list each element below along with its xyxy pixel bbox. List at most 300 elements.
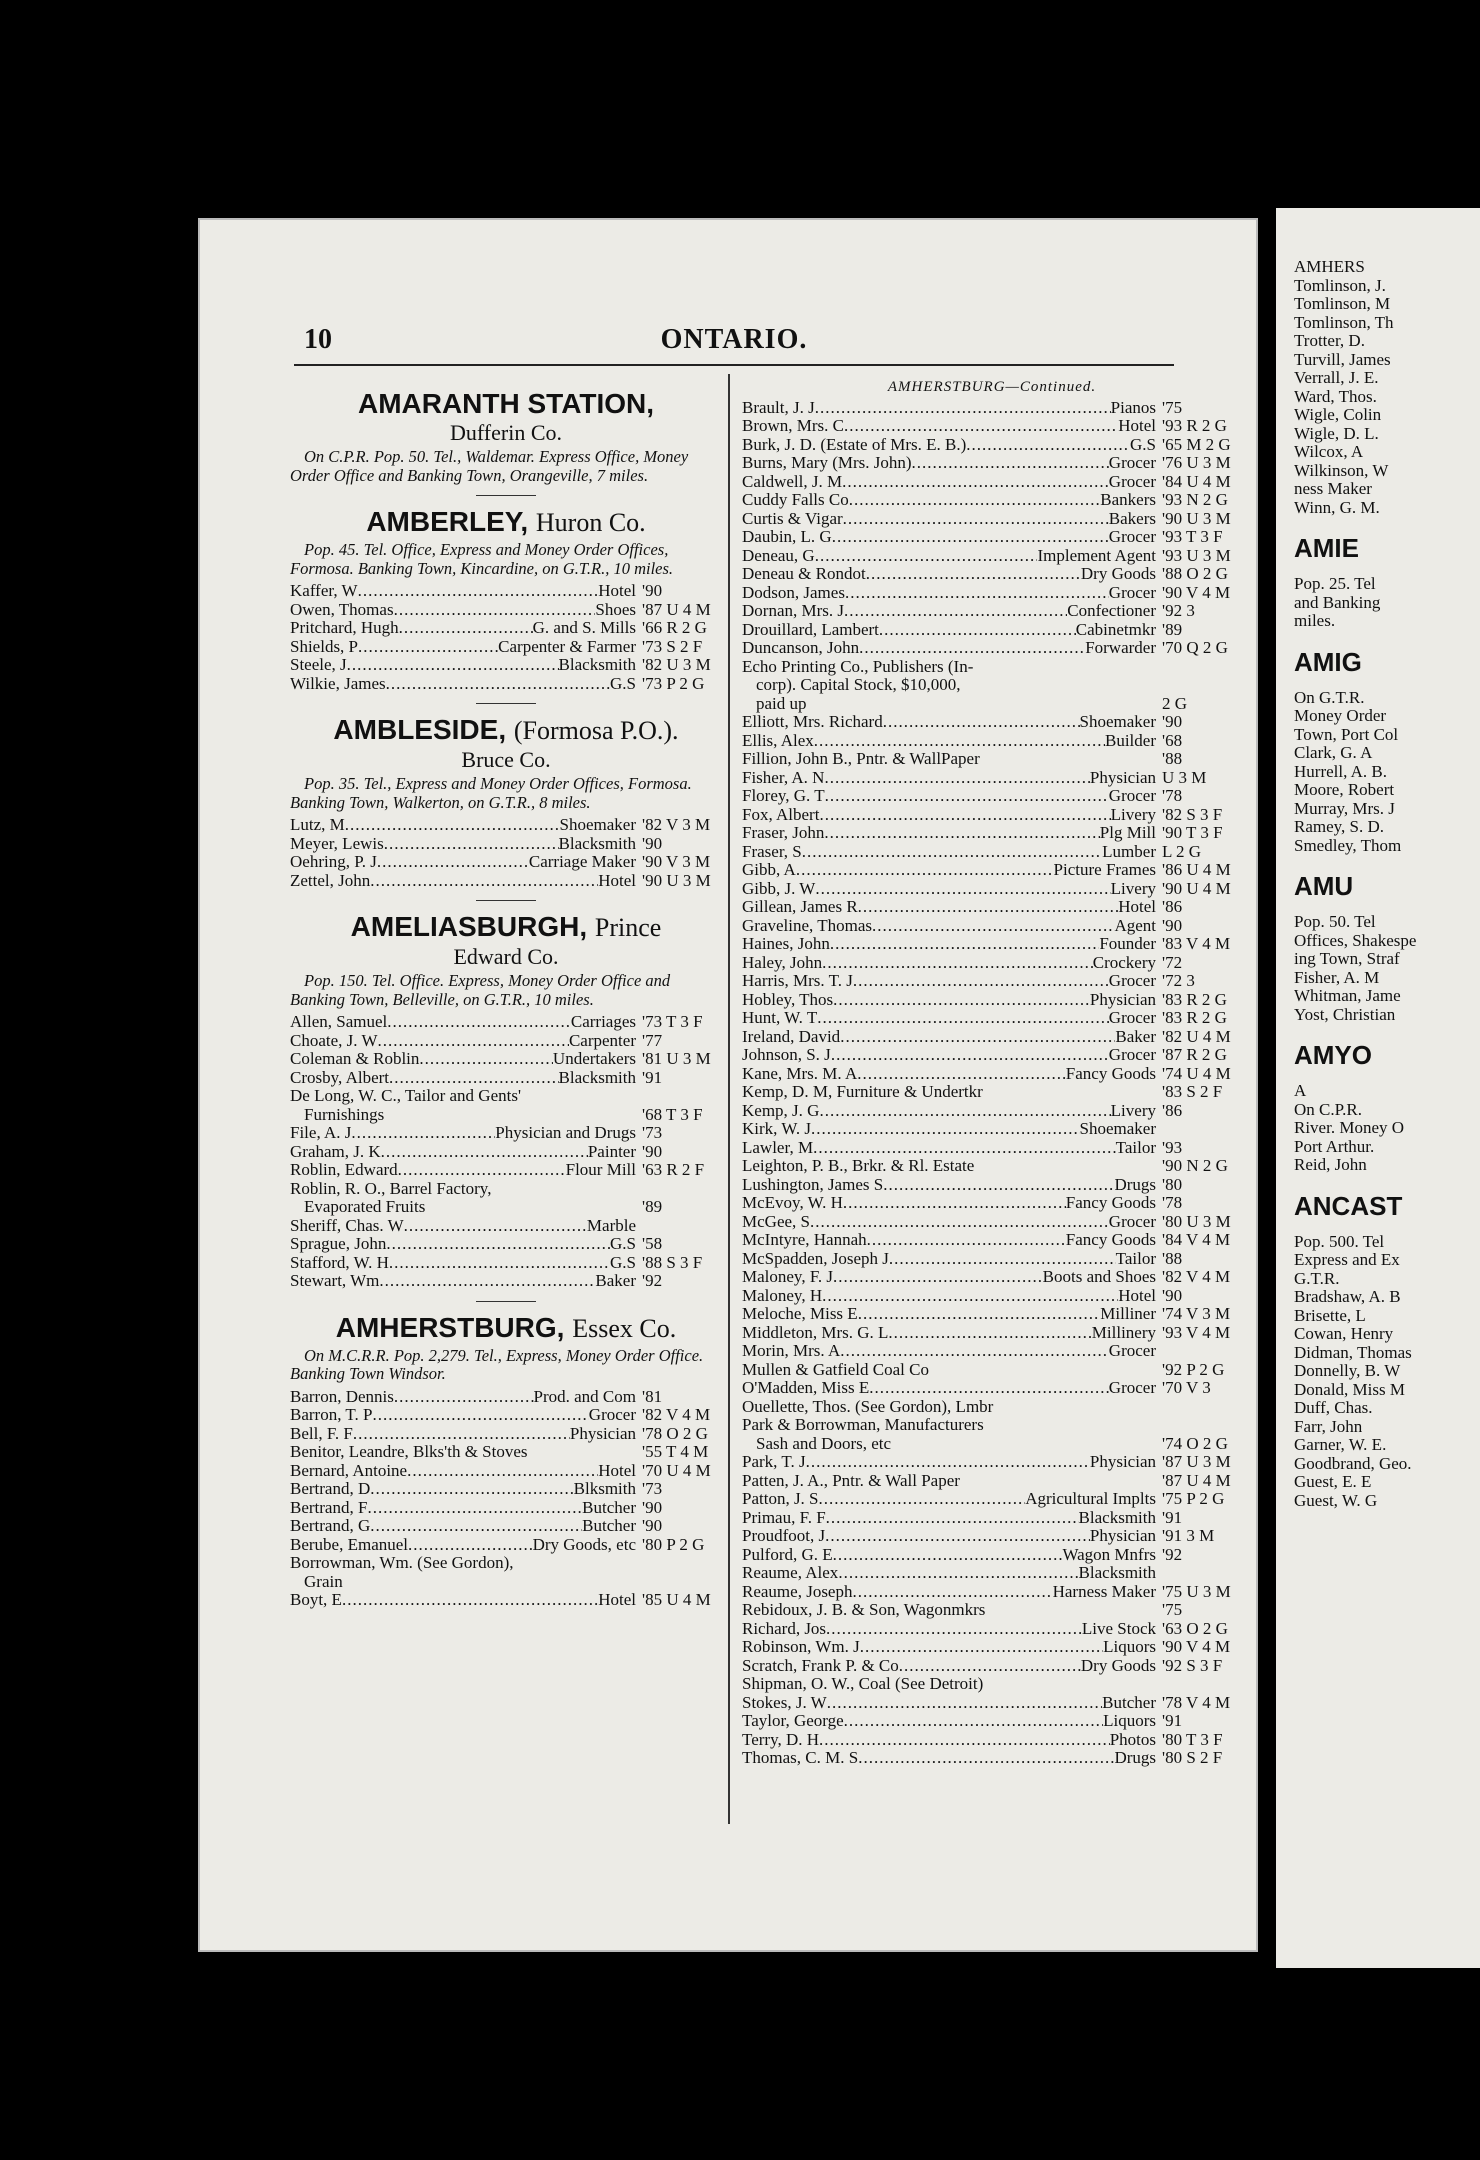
entry-rating: '90 xyxy=(642,1517,663,1535)
leader-dots xyxy=(367,1499,582,1518)
entry-rating: '73 xyxy=(642,1480,663,1498)
next-page-line: Winn, G. M. xyxy=(1294,497,1380,517)
directory-entry xyxy=(742,1509,1242,1528)
entry-rating xyxy=(1156,1342,1242,1361)
entry-name: Coleman & Roblin xyxy=(290,1050,420,1068)
directory-entry xyxy=(290,1235,722,1254)
leader-dots xyxy=(399,619,533,638)
entry-rating: '89 xyxy=(642,1198,663,1216)
entry-trade: Shoemaker xyxy=(559,816,636,834)
next-page-line: Wilcox, A xyxy=(1294,442,1364,461)
directory-entry xyxy=(742,1361,1242,1380)
entry-rating: '89 xyxy=(1162,620,1183,639)
entry-rating: '90 T 3 F xyxy=(1162,824,1223,842)
directory-entry xyxy=(742,602,1242,621)
entry-rating: '80 xyxy=(1162,1175,1183,1194)
entry-name: Dodson, James xyxy=(742,583,845,602)
entry-name: Stewart, Wm xyxy=(290,1272,380,1290)
leader-dots xyxy=(381,1143,588,1162)
place-name: AMARANTH STATION, xyxy=(357,388,655,419)
directory-entry xyxy=(290,1480,722,1499)
directory-entry xyxy=(290,835,722,854)
entry-trade: Implement Agent xyxy=(1037,546,1156,565)
entry-name: Grain xyxy=(304,1572,343,1591)
next-page-line: Murray, Mrs. J xyxy=(1294,798,1395,818)
directory-entry xyxy=(290,619,722,638)
entry-name: Barron, T. P xyxy=(290,1406,373,1424)
entry-name: Curtis & Vigar xyxy=(742,509,843,528)
entry-trade: Butcher xyxy=(582,1498,636,1517)
entry-rating: '93 N 2 G xyxy=(1162,491,1228,509)
leader-dots xyxy=(394,1388,534,1407)
leader-dots xyxy=(831,1046,1109,1065)
leader-dots xyxy=(819,1490,1026,1509)
next-page-line: Moore, Robert xyxy=(1294,780,1395,799)
directory-entry xyxy=(742,1287,1242,1306)
entry-name: Sprague, John xyxy=(290,1235,387,1253)
directory-entry xyxy=(742,1083,1242,1102)
entry-rating: '90 U 3 M xyxy=(1162,509,1231,528)
entry-rating: '81 xyxy=(642,1387,663,1406)
leader-dots xyxy=(398,1161,566,1180)
leader-dots xyxy=(825,787,1109,806)
leader-dots xyxy=(824,769,1089,788)
directory-entry xyxy=(742,1250,1242,1269)
directory-entry xyxy=(290,1462,722,1481)
leader-dots xyxy=(377,853,529,872)
entry-trade: Forwarder xyxy=(1085,639,1156,657)
entry-trade: Grocer xyxy=(1108,972,1156,990)
place-subtitle: Dufferin Co. xyxy=(449,420,563,445)
entry-rating: '92 S 3 F xyxy=(1162,1656,1223,1675)
section-rule xyxy=(476,1301,536,1302)
place-name: AMELIASBURGH, xyxy=(350,911,588,942)
entry-name: Burk, J. D. (Estate of Mrs. E. B.) xyxy=(742,435,967,454)
leader-dots xyxy=(853,972,1109,991)
leader-dots xyxy=(815,399,1111,418)
entry-trade: Grocer xyxy=(1108,787,1156,805)
entry-rating: '80 U 3 M xyxy=(1162,1212,1231,1231)
entry-trade: Grocer xyxy=(1108,454,1156,472)
entry-name: Bertrand, G xyxy=(290,1517,371,1535)
next-page-line: Whitman, Jame xyxy=(1294,986,1401,1005)
directory-entry xyxy=(290,1443,722,1462)
entry-trade: Carriage Maker xyxy=(528,853,636,871)
entry-trade: Liquors xyxy=(1103,1638,1156,1656)
entry-rating xyxy=(636,1087,722,1106)
entry-name: McGee, S xyxy=(742,1212,810,1231)
entry-rating: L 2 G xyxy=(1162,842,1202,861)
leader-dots xyxy=(815,547,1038,566)
directory-entry xyxy=(742,806,1242,825)
entry-name: corp). Capital Stock, $10,000, xyxy=(756,676,961,694)
leader-dots xyxy=(811,1120,1080,1139)
entry-trade: Bakers xyxy=(1108,509,1156,528)
leader-dots xyxy=(849,491,1101,510)
place-heading xyxy=(290,506,722,539)
continued-heading: AMHERSTBURG—Continued. xyxy=(887,379,1097,395)
directory-entry xyxy=(742,843,1242,862)
entry-name: Hobley, Thos xyxy=(742,990,834,1009)
entry-rating: 2 G xyxy=(1162,694,1188,713)
entry-rating: '91 3 M xyxy=(1162,1527,1215,1545)
next-page-line: Smedley, Thom xyxy=(1294,835,1402,855)
leader-dots xyxy=(867,1231,1066,1250)
directory-entry xyxy=(742,1231,1242,1250)
leader-dots xyxy=(842,473,1109,492)
entry-name: Maloney, H xyxy=(742,1286,823,1305)
directory-entry xyxy=(290,582,722,601)
entry-trade: Millinery xyxy=(1091,1323,1156,1342)
entry-trade: Crockery xyxy=(1092,953,1156,972)
directory-entry xyxy=(742,1564,1242,1583)
leader-dots xyxy=(859,639,1085,658)
directory-entry xyxy=(742,621,1242,640)
directory-entry xyxy=(742,1176,1242,1195)
entry-trade: G.S xyxy=(610,1235,636,1253)
entry-name: Fisher, A. N xyxy=(742,768,825,787)
directory-entry xyxy=(290,1554,722,1573)
entry-rating: '82 V 4 M xyxy=(1162,1268,1231,1286)
next-page-line: Wilkinson, W xyxy=(1294,460,1389,480)
entry-name: McSpadden, Joseph J xyxy=(742,1249,889,1268)
entry-rating: '75 xyxy=(1162,398,1183,417)
entry-trade: Butcher xyxy=(582,1517,636,1535)
entry-rating: '91 xyxy=(642,1068,663,1087)
leader-dots xyxy=(883,1176,1114,1195)
entry-rating: '85 U 4 M xyxy=(642,1591,711,1609)
leader-dots xyxy=(345,816,560,835)
entry-rating: U 3 M xyxy=(1162,768,1207,787)
directory-entry xyxy=(742,565,1242,584)
entry-trade: Shoes xyxy=(595,600,636,619)
leader-dots xyxy=(817,1009,1109,1028)
directory-entry xyxy=(742,1065,1242,1084)
leader-dots xyxy=(869,1379,1109,1398)
directory-entry xyxy=(290,1406,722,1425)
entry-trade: Physician and Drugs xyxy=(495,1124,636,1142)
leader-dots xyxy=(819,806,1110,825)
leader-dots xyxy=(858,1305,1101,1324)
entry-trade: Blacksmith xyxy=(1078,1508,1156,1527)
entry-trade: Drugs xyxy=(1114,1749,1156,1767)
entry-name: Dornan, Mrs. J xyxy=(742,602,844,620)
entry-rating: '75 P 2 G xyxy=(1162,1490,1225,1508)
entry-rating: '87 U 3 M xyxy=(1162,1453,1231,1471)
entry-name: Patten, J. A., Pntr. & Wall Paper xyxy=(742,1471,960,1490)
directory-entry xyxy=(742,1305,1242,1324)
entry-rating: '92 xyxy=(1162,1545,1183,1564)
entry-trade: Physician xyxy=(1089,1527,1156,1545)
entry-rating: '90 V 4 M xyxy=(1162,1638,1231,1656)
directory-entry xyxy=(742,1009,1242,1028)
entry-trade: Boots and Shoes xyxy=(1042,1268,1156,1286)
entry-name: Furnishings xyxy=(304,1105,385,1124)
entry-rating: '78 xyxy=(1162,1194,1183,1212)
entry-rating: '83 V 4 M xyxy=(1162,935,1231,953)
directory-entry xyxy=(742,1472,1242,1491)
entry-trade: Fancy Goods xyxy=(1065,1064,1156,1083)
entry-name: Owen, Thomas xyxy=(290,600,394,619)
entry-name: Gibb, J. W xyxy=(742,879,816,898)
entry-rating: '90 xyxy=(642,1142,663,1161)
next-page-line: Hurrell, A. B. xyxy=(1294,761,1388,781)
entry-trade: Livery xyxy=(1110,805,1156,824)
entry-name: Scratch, Frank P. & Co xyxy=(742,1656,899,1675)
leader-dots xyxy=(826,1509,1079,1528)
leader-dots xyxy=(832,528,1109,547)
entry-rating: '72 xyxy=(1162,953,1183,972)
next-page-line: Farr, John xyxy=(1294,1416,1363,1436)
entry-rating: '82 V 3 M xyxy=(642,816,711,834)
entry-rating: '86 xyxy=(1162,898,1183,916)
leader-dots xyxy=(838,1564,1078,1583)
entry-name: Wilkie, James xyxy=(290,674,386,693)
entry-trade: Fancy Goods xyxy=(1065,1194,1156,1212)
leader-dots xyxy=(814,732,1105,751)
entry-rating: '93 U 3 M xyxy=(1162,546,1231,565)
leader-dots xyxy=(830,935,1100,954)
directory-entry xyxy=(742,954,1242,973)
next-page-line: Trotter, D. xyxy=(1294,331,1365,350)
entry-trade: Bankers xyxy=(1100,491,1156,509)
entry-trade: Cabinetmkr xyxy=(1075,620,1156,639)
next-page-line: Town, Port Col xyxy=(1294,724,1399,744)
directory-entry xyxy=(742,787,1242,806)
leader-dots xyxy=(407,1462,598,1481)
entry-trade: Photos xyxy=(1109,1730,1156,1749)
entry-rating: '87 U 4 M xyxy=(1162,1471,1231,1490)
directory-entry xyxy=(742,1157,1242,1176)
directory-entry xyxy=(742,713,1242,732)
entry-rating xyxy=(636,1217,722,1236)
next-page-heading: AMU xyxy=(1294,871,1354,901)
entry-name: O'Madden, Miss E xyxy=(742,1379,870,1397)
next-page-line: Duff, Chas. xyxy=(1294,1398,1373,1417)
entry-rating: '70 U 4 M xyxy=(642,1461,711,1480)
directory-entry xyxy=(290,1143,722,1162)
section-rule xyxy=(476,495,536,496)
leader-dots xyxy=(370,872,598,891)
directory-entry xyxy=(290,1087,722,1106)
entry-rating: '75 U 3 M xyxy=(1162,1582,1231,1601)
directory-entry xyxy=(742,658,1242,677)
entry-trade: Milliner xyxy=(1100,1305,1156,1323)
entry-name: Graham, J. K xyxy=(290,1142,381,1161)
directory-entry xyxy=(742,1490,1242,1509)
next-page-line: Ward, Thos. xyxy=(1294,386,1377,406)
next-page-line: Pop. 25. Tel xyxy=(1294,574,1376,593)
place-heading xyxy=(290,1312,722,1345)
entry-name: Lawler, M xyxy=(742,1138,814,1157)
entry-name: Park, T. J xyxy=(742,1453,806,1471)
entry-trade: Marble xyxy=(586,1216,636,1235)
next-page-line: Cowan, Henry xyxy=(1294,1324,1394,1343)
entry-trade: Hotel xyxy=(1118,1286,1156,1305)
entry-trade: Wagon Mnfrs xyxy=(1062,1545,1156,1564)
entry-trade: Tailor xyxy=(1115,1249,1156,1268)
entry-name: Ellis, Alex xyxy=(742,731,814,750)
right-column xyxy=(742,378,1242,1768)
directory-entry xyxy=(290,1124,722,1143)
entry-rating: '91 xyxy=(1162,1508,1183,1527)
entry-name: Lutz, M xyxy=(290,816,345,834)
entry-name: Patton, J. S xyxy=(742,1490,819,1508)
leader-dots xyxy=(342,1591,598,1610)
entry-name: Berube, Emanuel xyxy=(290,1535,409,1554)
next-page-line: Reid, John xyxy=(1294,1155,1367,1174)
directory-entry xyxy=(742,898,1242,917)
entry-rating: '93 xyxy=(1162,1138,1183,1157)
leader-dots xyxy=(912,454,1109,473)
next-page-line: Ramey, S. D. xyxy=(1294,817,1385,836)
leader-dots xyxy=(386,1235,610,1254)
entry-name: Kemp, J. G xyxy=(742,1101,820,1120)
next-page-line: River. Money O xyxy=(1294,1118,1405,1137)
next-page-line: Tomlinson, J. xyxy=(1294,275,1386,295)
entry-name: Rebidoux, J. B. & Son, Wagonmkrs xyxy=(742,1601,986,1619)
entry-name: Morin, Mrs. A xyxy=(742,1342,841,1360)
directory-entry xyxy=(290,1499,722,1518)
directory-entry xyxy=(742,935,1242,954)
entry-rating xyxy=(1156,658,1242,677)
place-county: Huron Co. xyxy=(535,508,646,537)
entry-rating: '82 U 4 M xyxy=(1162,1027,1231,1046)
entry-trade: Hotel xyxy=(598,582,636,600)
next-page-line: Port Arthur. xyxy=(1294,1136,1375,1156)
entry-rating: '83 R 2 G xyxy=(1162,990,1227,1009)
entry-name: Fox, Albert xyxy=(742,805,820,824)
directory-entry xyxy=(742,1638,1242,1657)
leader-dots xyxy=(813,1139,1116,1158)
directory-entry xyxy=(290,1180,722,1199)
page-title: ONTARIO. xyxy=(660,324,808,355)
leader-dots xyxy=(806,1453,1090,1472)
directory-entry xyxy=(290,1254,722,1273)
directory-entry xyxy=(742,1712,1242,1731)
directory-entry xyxy=(290,816,722,835)
directory-entry xyxy=(742,1398,1242,1417)
entry-name: Caldwell, J. M xyxy=(742,472,843,491)
entry-rating: '80 T 3 F xyxy=(1162,1730,1223,1749)
directory-entry xyxy=(290,853,722,872)
leader-dots xyxy=(379,1272,595,1291)
entry-name: Kaffer, W xyxy=(290,582,358,600)
entry-name: Roblin, Edward xyxy=(290,1161,398,1179)
directory-entry xyxy=(290,1517,722,1536)
directory-entry xyxy=(742,436,1242,455)
directory-entry xyxy=(742,1657,1242,1676)
leader-dots xyxy=(810,1213,1109,1232)
entry-rating: '83 S 2 F xyxy=(1162,1083,1223,1101)
directory-entry xyxy=(742,454,1242,473)
leader-dots xyxy=(833,1546,1063,1565)
directory-entry xyxy=(742,695,1242,714)
next-page-line: Yost, Christian xyxy=(1294,1004,1396,1024)
directory-entry xyxy=(290,1591,722,1610)
next-page-heading: ANCAST xyxy=(1294,1190,1403,1221)
directory-entry xyxy=(742,1046,1242,1065)
leader-dots xyxy=(370,1480,573,1499)
entry-trade: Dry Goods xyxy=(1080,1656,1156,1675)
leader-dots xyxy=(819,1731,1110,1750)
entry-trade: Livery xyxy=(1110,879,1156,898)
directory-entry xyxy=(742,491,1242,510)
next-page-line: Garner, W. E. xyxy=(1294,1435,1387,1454)
next-page-line: Donald, Miss M xyxy=(1294,1379,1405,1399)
entry-name: McIntyre, Hannah xyxy=(742,1231,867,1249)
next-page-line: Verrall, J. E. xyxy=(1294,368,1379,387)
entry-name: Duncanson, John xyxy=(742,639,860,657)
entry-name: Kirk, W. J xyxy=(742,1120,811,1138)
entry-rating: '90 xyxy=(1162,1286,1183,1305)
next-page-line: and Banking xyxy=(1294,592,1381,612)
entry-name: Sheriff, Chas. W xyxy=(290,1216,404,1235)
leader-dots xyxy=(858,898,1119,917)
leader-dots xyxy=(386,675,610,694)
entry-trade: Agricultural Implts xyxy=(1025,1490,1156,1508)
entry-name: De Long, W. C., Tailor and Gents' xyxy=(290,1087,522,1105)
directory-entry xyxy=(742,1453,1242,1472)
leader-dots xyxy=(819,1102,1110,1121)
leader-dots xyxy=(844,417,1118,436)
entry-rating: '90 xyxy=(1162,713,1183,731)
entry-rating: '80 S 2 F xyxy=(1162,1749,1223,1767)
entry-name: File, A. J xyxy=(290,1124,352,1142)
leader-dots xyxy=(404,1217,587,1236)
leader-dots xyxy=(358,582,599,601)
entry-rating: '93 V 4 M xyxy=(1162,1323,1231,1342)
directory-entry xyxy=(290,1106,722,1125)
directory-entry xyxy=(290,675,722,694)
entry-name: Primau, F. F xyxy=(742,1508,826,1527)
entry-rating: '88 xyxy=(1162,1249,1183,1268)
page-number: 10 xyxy=(304,324,332,355)
entry-name: Meloche, Miss E xyxy=(742,1305,858,1323)
entry-trade: Confectioner xyxy=(1067,602,1156,620)
directory-entry xyxy=(742,547,1242,566)
leader-dots xyxy=(879,621,1076,640)
entry-name: Barron, Dennis xyxy=(290,1387,394,1406)
leader-dots xyxy=(353,1425,570,1444)
entry-trade: Pianos xyxy=(1110,398,1156,417)
entry-trade: Grocer xyxy=(588,1406,636,1424)
entry-rating xyxy=(1156,1398,1242,1417)
adjacent-page xyxy=(1276,208,1480,1968)
left-column xyxy=(290,378,722,1610)
entry-name: Steele, J xyxy=(290,656,347,674)
next-page-line: Goodbrand, Geo. xyxy=(1294,1453,1412,1473)
next-page-line: Guest, E. E xyxy=(1294,1472,1372,1491)
entry-name: Reaume, Alex xyxy=(742,1564,839,1582)
entry-name: Stafford, W. H xyxy=(290,1253,389,1272)
entry-rating: '55 T 4 M xyxy=(642,1443,709,1461)
entry-rating: '90 xyxy=(642,834,663,853)
leader-dots xyxy=(822,1287,1118,1306)
entry-rating xyxy=(1156,1120,1242,1139)
directory-entry xyxy=(742,769,1242,788)
entry-name: Park & Borrowman, Manufacturers xyxy=(742,1416,984,1434)
leader-dots xyxy=(826,1620,1082,1639)
next-page-line: Didman, Thomas xyxy=(1294,1342,1412,1362)
leader-dots xyxy=(844,602,1067,621)
entry-rating: '92 xyxy=(642,1272,663,1290)
entry-name: Haley, John xyxy=(742,953,823,972)
entry-name: Deneau, G xyxy=(742,546,815,565)
next-page-heading: AMYO xyxy=(1294,1040,1372,1070)
next-page-line: Wigle, Colin xyxy=(1294,405,1382,424)
leader-dots xyxy=(378,1032,569,1051)
